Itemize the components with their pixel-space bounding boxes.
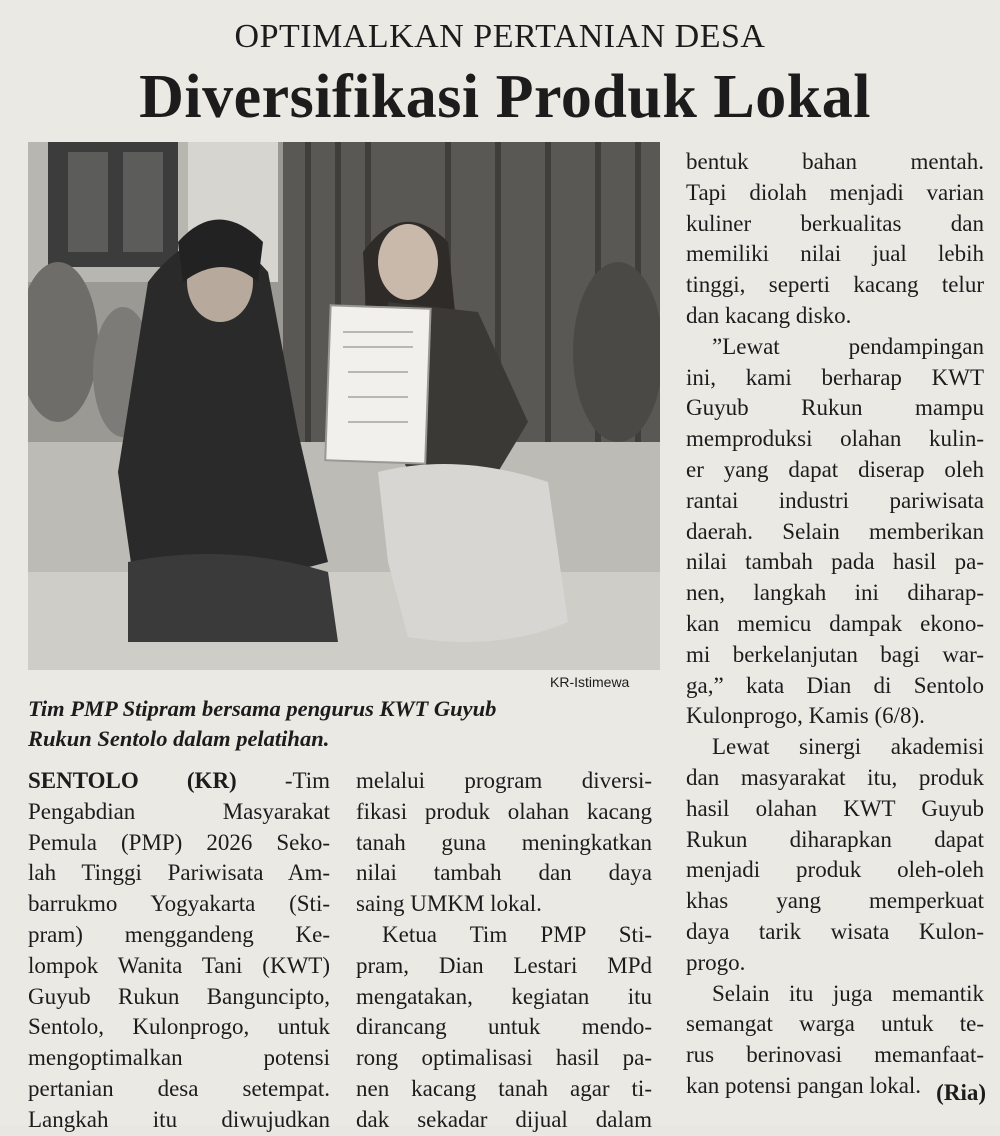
- text-line: kan potensi pangan lokal.: [686, 1072, 922, 1098]
- text-line: Ketua Tim PMP Sti-: [382, 921, 652, 947]
- text-line: ”Lewat pendampingan: [712, 333, 984, 359]
- text-line: memproduksi olahan kulin-: [686, 426, 984, 452]
- text-line: mengatakan, kegiatan itu: [356, 983, 652, 1009]
- article-photo: [28, 142, 660, 670]
- text-line: Pemula (PMP) 2026 Seko-: [28, 829, 330, 855]
- text-line: Guyub Rukun Banguncipto,: [28, 983, 330, 1009]
- photo-caption: [28, 694, 658, 754]
- text-line: rantai industri pariwisata: [686, 487, 984, 513]
- caption-line: Rukun Sentolo dalam pelatihan.: [28, 726, 330, 751]
- text-line: mengoptimalkan potensi: [28, 1045, 330, 1071]
- text-line: bentuk bahan mentah.: [686, 149, 984, 174]
- text-line: progo.: [686, 949, 746, 975]
- text-line: dirancang untuk mendo-: [356, 1014, 652, 1040]
- column-3: [686, 147, 984, 1102]
- text-line: tinggi, seperti kacang telur: [686, 272, 984, 298]
- text-line: rus berinovasi memanfaat-: [686, 1042, 984, 1068]
- text-line: Langkah itu diwujudkan: [28, 1106, 330, 1132]
- text-line: Guyub Rukun mampu: [686, 395, 984, 421]
- text-line: ini, kami berharap KWT: [686, 364, 984, 390]
- text-line: barrukmo Yogyakarta (Sti-: [28, 891, 330, 917]
- text-line: er yang dapat diserap oleh: [686, 456, 984, 482]
- headline: Diversifikasi Produk Lokal: [139, 63, 871, 131]
- text-line: mi berkelanjutan bagi war-: [686, 641, 984, 667]
- text-line: Rukun diharapkan dapat: [686, 826, 984, 852]
- kicker-title: OPTIMALKAN PERTANIAN DESA: [234, 18, 766, 55]
- text-line: daerah. Selain memberikan: [686, 518, 984, 544]
- text-line: rong optimalisasi hasil pa-: [356, 1045, 652, 1071]
- text-line: dak sekadar dijual dalam: [356, 1106, 652, 1132]
- text-line: daya tarik wisata Kulon-: [686, 918, 984, 944]
- dateline: SENTOLO (KR): [28, 768, 237, 793]
- text-line: nilai tambah pada hasil pa-: [686, 549, 984, 575]
- column-2: [356, 766, 652, 1136]
- text-line: khas yang memperkuat: [686, 888, 984, 914]
- text-line: tanah guna meningkatkan: [356, 829, 652, 855]
- text-line: nen, langkah ini diharap-: [686, 580, 984, 606]
- text-line: Tapi diolah menjadi varian: [686, 179, 984, 205]
- text-line: Selain itu juga memantik: [712, 980, 984, 1006]
- text-line: melalui program diversi-: [356, 768, 652, 793]
- text-line: pram) menggandeng Ke-: [28, 921, 330, 947]
- text-line: SENTOLO (KR) -Tim: [28, 768, 330, 793]
- text-line: memiliki nilai jual lebih: [686, 241, 984, 267]
- column-1: [28, 766, 330, 1136]
- text-line: nen kacang tanah agar ti-: [356, 1075, 652, 1101]
- text-line: menjadi produk oleh-oleh: [686, 857, 984, 883]
- text-line: nilai tambah dan daya: [356, 860, 652, 886]
- text-line: saing UMKM lokal.: [356, 891, 542, 917]
- text-line: kan memicu dampak ekono-: [686, 610, 984, 636]
- text-line: hasil olahan KWT Guyub: [686, 795, 984, 821]
- text-line: lompok Wanita Tani (KWT): [28, 952, 330, 978]
- text-line: Pengabdian Masyarakat: [28, 798, 330, 824]
- text-line: lah Tinggi Pariwisata Am-: [28, 860, 330, 886]
- photo-credit: KR-Istimewa: [550, 674, 630, 690]
- caption-line: Tim PMP Stipram bersama pengurus KWT Guyub: [28, 696, 497, 721]
- byline: (Ria): [936, 1080, 986, 1105]
- text-line: fikasi produk olahan kacang: [356, 798, 652, 824]
- text-line: pertanian desa setempat.: [28, 1075, 330, 1101]
- text-line: pram, Dian Lestari MPd: [356, 952, 652, 978]
- text-line: Kulonprogo, Kamis (6/8).: [686, 703, 925, 729]
- text-line: dan masyarakat itu, produk: [686, 764, 984, 790]
- text-line: kuliner berkualitas dan: [686, 210, 984, 236]
- text-line: Sentolo, Kulonprogo, untuk: [28, 1014, 330, 1040]
- text-line: semangat warga untuk te-: [686, 1011, 984, 1037]
- text-line: ga,” kata Dian di Sentolo: [686, 672, 984, 698]
- text-line: Lewat sinergi akademisi: [712, 734, 984, 760]
- text-line: dan kacang disko.: [686, 302, 852, 328]
